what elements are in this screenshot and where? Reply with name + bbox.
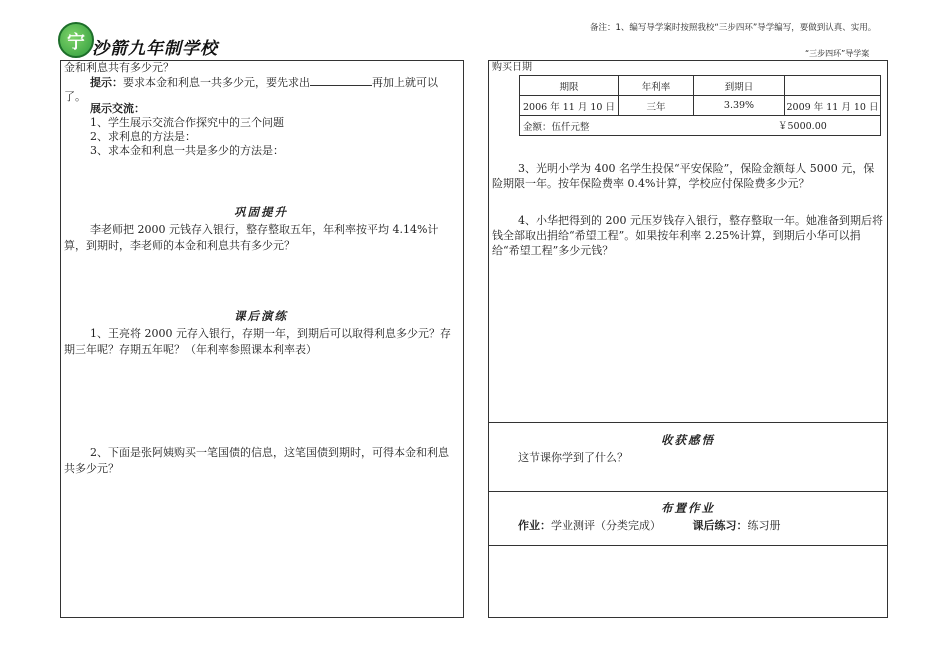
- bond-amount-row: [520, 116, 881, 136]
- hint-text-a: 要求本金和利息一共多少元，要先求出: [123, 76, 310, 89]
- consolidate-heading: 巩固提升: [234, 205, 288, 219]
- after-question-1: 1、王亮将 2000 元存入银行，存期一年，到期后可以取得利息多少元？存期三年呢？存期五年呢？（年利率参照课本利率表）: [64, 327, 451, 356]
- after-question-2: 2、下面是张阿姨购买一笔国债的信息，这笔国债到期时，可得本金和利息共多少元？: [64, 446, 449, 475]
- school-logo: [58, 22, 94, 58]
- bond-table: [519, 75, 881, 136]
- divider: [488, 491, 888, 492]
- homework-line: [518, 519, 781, 533]
- consolidate-text: 李老师把 2000 元钱存入银行，整存整取五年，年利率按平均 4.14%计算，到期时，李老师的本金和利息共有多少元？: [64, 223, 439, 252]
- bond-amount-label: 金额：伍仟元整: [523, 121, 590, 133]
- bond-cell-date: 2006 年 11 月 10 日: [520, 96, 619, 116]
- bond-cell-term: 三年: [619, 96, 694, 116]
- bond-cell-rate: 3.39%: [694, 96, 785, 116]
- bond-header-term: 期限: [520, 76, 619, 96]
- exchange-title: 展示交流：: [90, 102, 145, 115]
- right-panel: [488, 60, 888, 618]
- table-row: [520, 96, 881, 116]
- bond-header-empty: [785, 76, 881, 96]
- bond-buy-date-label: 购买日期: [492, 62, 532, 73]
- bond-amount-value: ￥5000.00: [778, 121, 827, 132]
- question-3: 3、光明小学为 400 名学生投保“平安保险”，保险金额每人 5000 元，保险期限一年。按年保险费率 0.4%计算，学校应付保险费多少元？: [492, 162, 875, 190]
- question-4: 4、小华把得到的 200 元压岁钱存入银行，整存整取一年。她准备到期后将钱全部取出捐给“希望工程”。如果按年利率 2.25%计算，到期后小华可以捐给“希望工程”多少元钱？: [492, 214, 883, 257]
- after-heading: 课后演练: [234, 309, 288, 323]
- bond-header-due: 到期日: [694, 76, 785, 96]
- exchange-item-2: 2、求利息的方法是：: [90, 130, 196, 143]
- table-row: [520, 116, 881, 136]
- header-subtitle: “三步四环”导学案: [805, 49, 870, 58]
- exchange-item-3: 3、求本金和利息一共是多少的方法是：: [90, 144, 284, 157]
- reflect-text: 这节课你学到了什么？: [518, 451, 628, 464]
- left-line1: 金和利息共有多少元？: [64, 61, 174, 74]
- logo-glyph: 宁: [67, 32, 85, 53]
- practice-text: 练习册: [747, 519, 781, 532]
- reflect-heading: 收获感悟: [661, 433, 715, 447]
- hint-blank: [310, 75, 372, 86]
- exchange-item-1: 1、学生展示交流合作探究中的三个问题: [90, 116, 284, 129]
- hint-text-b: 再加上就可以了。: [64, 76, 438, 103]
- practice-label: 课后练习：: [692, 519, 748, 532]
- header-note: 备注：1、编写导学案时按照我校“三步四环”导学编写，要做到认真、实用。: [590, 23, 877, 33]
- bond-cell-due: 2009 年 11 月 10 日: [785, 96, 881, 116]
- hint-paragraph: [64, 75, 459, 104]
- school-name: 沙箭九年制学校: [92, 39, 218, 59]
- table-row: [520, 76, 881, 96]
- homework-label: 作业：: [518, 519, 551, 532]
- divider: [488, 422, 888, 423]
- hint-label: 提示：: [90, 76, 123, 89]
- homework-text: 学业测评（分类完成）: [551, 519, 661, 532]
- divider: [488, 545, 888, 546]
- homework-heading: 布置作业: [661, 501, 715, 515]
- bond-header-rate: 年利率: [619, 76, 694, 96]
